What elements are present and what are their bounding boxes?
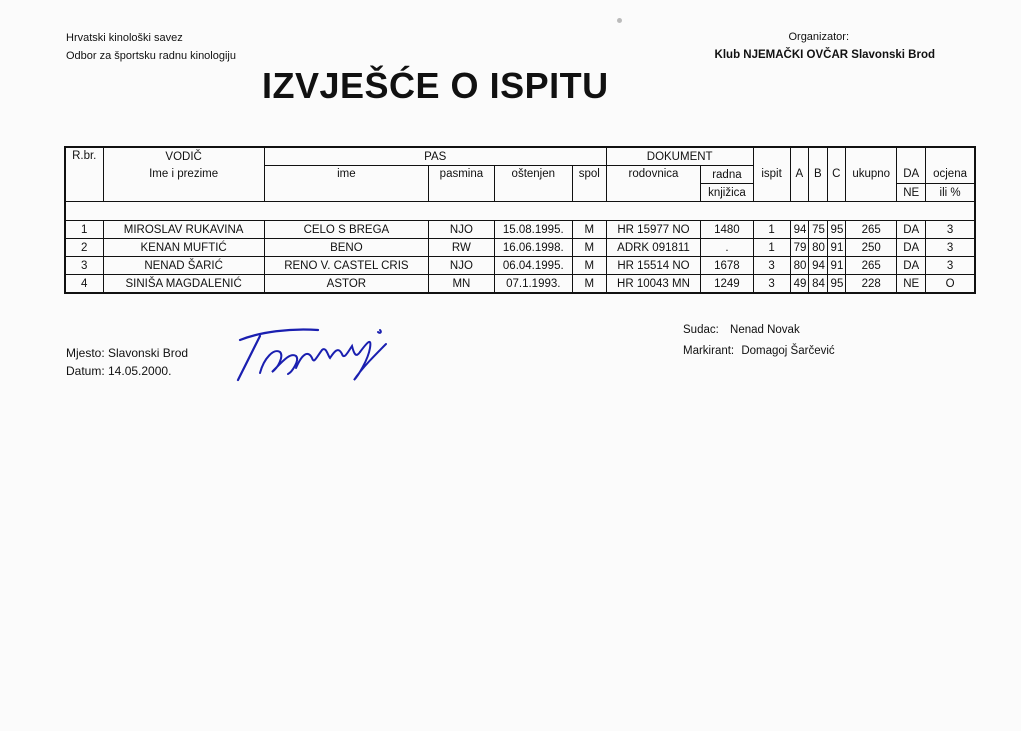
issuer-line-1: Hrvatski kinološki savez xyxy=(66,32,183,44)
cell-b: 84 xyxy=(809,275,827,294)
col-c-top xyxy=(827,147,845,166)
table-row xyxy=(65,221,975,239)
cell-dane: DA xyxy=(897,221,926,239)
cell-rbr: 3 xyxy=(65,257,103,275)
cell-a: 94 xyxy=(790,221,808,239)
cell-pasmina: MN xyxy=(429,275,495,294)
col-b: B xyxy=(809,166,827,202)
cell-ostenjen: 06.04.1995. xyxy=(494,257,572,275)
cell-ocjena: O xyxy=(926,275,975,294)
cell-vodic: MIROSLAV RUKAVINA xyxy=(103,221,264,239)
cell-rodovnica: HR 10043 MN xyxy=(606,275,700,294)
cell-ispit: 1 xyxy=(753,221,790,239)
cell-c: 91 xyxy=(827,239,845,257)
cell-ispit: 3 xyxy=(753,275,790,294)
cell-spol: M xyxy=(572,239,606,257)
col-ime-prezime: Ime i prezime xyxy=(103,166,264,202)
col-pas: PAS xyxy=(264,147,606,166)
cell-spol: M xyxy=(572,257,606,275)
col-ispit-top xyxy=(753,147,790,166)
judge-name: Nenad Novak xyxy=(730,324,800,336)
cell-ukupno: 265 xyxy=(846,221,897,239)
col-pasmina: pasmina xyxy=(429,166,495,202)
cell-ocjena: 3 xyxy=(926,257,975,275)
col-vodic: VODIČ xyxy=(103,147,264,166)
cell-rbr: 1 xyxy=(65,221,103,239)
col-rbr-cont xyxy=(65,166,103,202)
cell-ocjena: 3 xyxy=(926,221,975,239)
table-row xyxy=(65,275,975,294)
col-rodovnica: rodovnica xyxy=(606,166,700,202)
header-row-2 xyxy=(65,166,975,184)
cell-spol: M xyxy=(572,221,606,239)
header-row-1 xyxy=(65,147,975,166)
cell-spol: M xyxy=(572,275,606,294)
cell-ostenjen: 16.06.1998. xyxy=(494,239,572,257)
place-date-block xyxy=(66,344,188,380)
cell-vodic: KENAN MUFTIĆ xyxy=(103,239,264,257)
cell-rbr: 2 xyxy=(65,239,103,257)
cell-ime: RENO V. CASTEL CRIS xyxy=(264,257,428,275)
col-c: C xyxy=(827,166,845,202)
cell-ocjena: 3 xyxy=(926,239,975,257)
cell-radna: 1678 xyxy=(701,257,753,275)
col-ukupno-top xyxy=(846,147,897,166)
col-ukupno: ukupno xyxy=(846,166,897,202)
issuer-line-2: Odbor za športsku radnu kinologiju xyxy=(66,50,236,62)
organizer-label: Organizator: xyxy=(788,31,849,43)
cell-ime: CELO S BREGA xyxy=(264,221,428,239)
cell-a: 79 xyxy=(790,239,808,257)
cell-dane: DA xyxy=(897,239,926,257)
spacer-cell xyxy=(65,202,975,221)
col-da: DA xyxy=(897,166,926,184)
cell-ime: ASTOR xyxy=(264,275,428,294)
cell-ispit: 3 xyxy=(753,257,790,275)
cell-vodic: SINIŠA MAGDALENIĆ xyxy=(103,275,264,294)
cell-vodic: NENAD ŠARIĆ xyxy=(103,257,264,275)
col-ili: ili % xyxy=(926,184,975,202)
cell-rodovnica: ADRK 091811 xyxy=(606,239,700,257)
cell-pasmina: NJO xyxy=(429,221,495,239)
cell-radna: 1249 xyxy=(701,275,753,294)
page-title: IZVJEŠĆE O ISPITU xyxy=(262,65,609,106)
col-dane-top xyxy=(897,147,926,166)
marker-line xyxy=(683,341,835,362)
cell-radna: 1480 xyxy=(701,221,753,239)
cell-b: 94 xyxy=(809,257,827,275)
cell-ime: BENO xyxy=(264,239,428,257)
cell-b: 80 xyxy=(809,239,827,257)
marker-name: Domagoj Šarčević xyxy=(741,345,835,357)
cell-ostenjen: 07.1.1993. xyxy=(494,275,572,294)
cell-c: 95 xyxy=(827,275,845,294)
marker-label: Markirant: xyxy=(683,345,735,357)
place-text: Mjesto: Slavonski Brod xyxy=(66,346,189,360)
handwritten-signature xyxy=(230,318,405,393)
cell-rbr: 4 xyxy=(65,275,103,294)
organizer-block xyxy=(715,28,935,64)
cell-pasmina: RW xyxy=(429,239,495,257)
cell-b: 75 xyxy=(809,221,827,239)
issuer-block xyxy=(66,29,236,65)
cell-ukupno: 228 xyxy=(846,275,897,294)
date-text: Datum: 14.05.2000. xyxy=(66,364,172,378)
table-row xyxy=(65,239,975,257)
paper-speck xyxy=(617,18,622,23)
col-rbr: R.br. xyxy=(65,147,103,166)
cell-c: 91 xyxy=(827,257,845,275)
col-ime: ime xyxy=(264,166,428,202)
cell-rodovnica: HR 15514 NO xyxy=(606,257,700,275)
col-ostenjen: oštenjen xyxy=(494,166,572,202)
spacer-row xyxy=(65,202,975,221)
cell-dane: DA xyxy=(897,257,926,275)
col-spol: spol xyxy=(572,166,606,202)
cell-ukupno: 265 xyxy=(846,257,897,275)
table-row xyxy=(65,257,975,275)
cell-c: 95 xyxy=(827,221,845,239)
col-dokument: DOKUMENT xyxy=(606,147,753,166)
col-a: A xyxy=(790,166,808,202)
cell-ukupno: 250 xyxy=(846,239,897,257)
officials-block xyxy=(683,320,835,362)
cell-dane: NE xyxy=(897,275,926,294)
results-table xyxy=(64,146,976,294)
organizer-name: Klub NJEMAČKI OVČAR Slavonski Brod xyxy=(714,49,935,61)
col-b-top xyxy=(809,147,827,166)
cell-a: 80 xyxy=(790,257,808,275)
judge-label: Sudac: xyxy=(683,324,719,336)
col-radna: radna xyxy=(701,166,753,184)
cell-pasmina: NJO xyxy=(429,257,495,275)
col-knjizica: knjižica xyxy=(701,184,753,202)
judge-line xyxy=(683,320,835,341)
cell-radna: . xyxy=(701,239,753,257)
cell-rodovnica: HR 15977 NO xyxy=(606,221,700,239)
cell-ispit: 1 xyxy=(753,239,790,257)
col-ocjena-top xyxy=(926,147,975,166)
cell-a: 49 xyxy=(790,275,808,294)
col-a-top xyxy=(790,147,808,166)
cell-ostenjen: 15.08.1995. xyxy=(494,221,572,239)
col-ocjena: ocjena xyxy=(926,166,975,184)
col-ispit: ispit xyxy=(753,166,790,202)
col-ne: NE xyxy=(897,184,926,202)
